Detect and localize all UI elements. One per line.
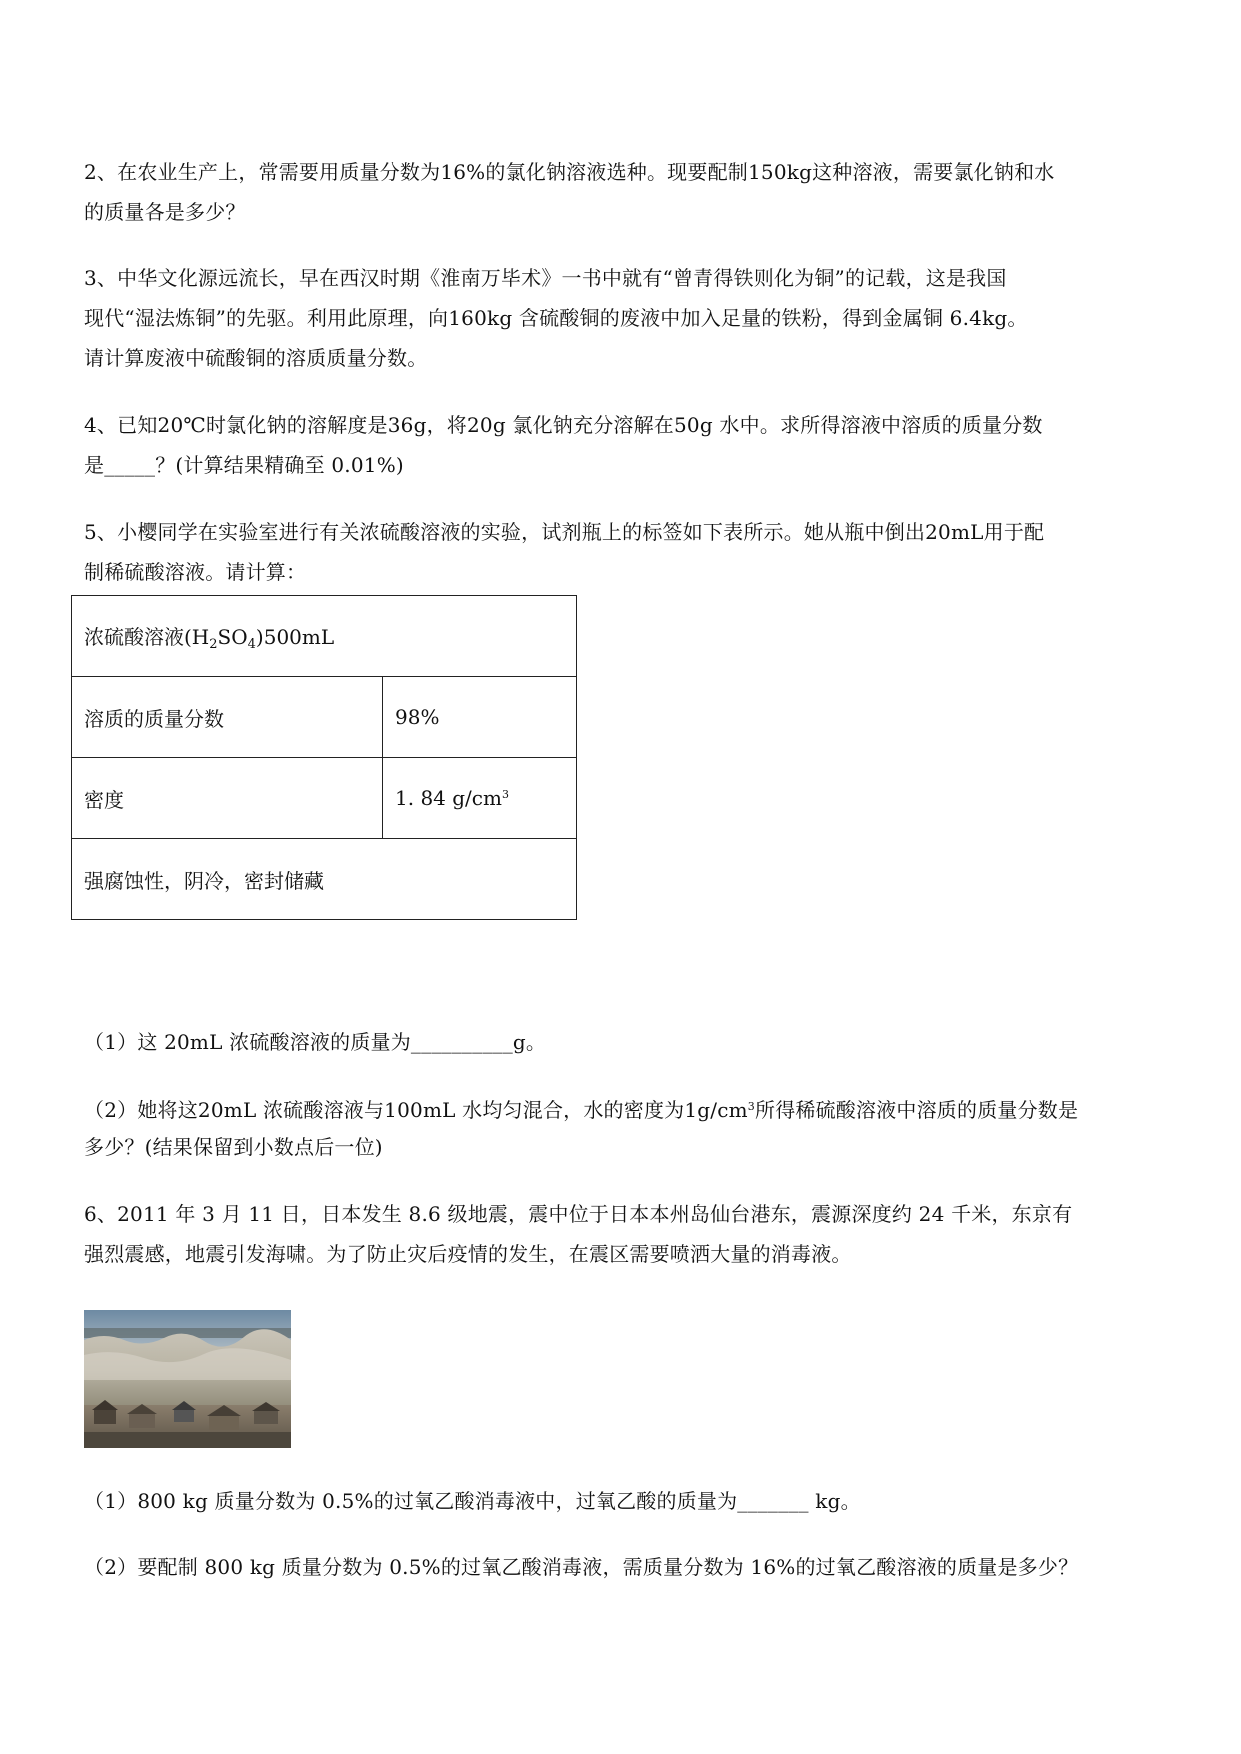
mass-fraction-label-cell: 溶质的质量分数	[72, 677, 383, 758]
reagent-label-table	[71, 595, 577, 920]
q6-part-1: （1）800 kg 质量分数为 0.5%的过氧乙酸消毒液中，过氧乙酸的质量为_______ kg。	[84, 1489, 861, 1513]
q3-text-line-1: 3、中华文化源远流长，早在西汉时期《淮南万毕术》一书中就有“曾青得铁则化为铜”的记载，这是我国	[84, 266, 1007, 290]
density-label-cell: 密度	[72, 758, 383, 839]
q4-text-line-1: 4、已知20℃时氯化钠的溶解度是36g，将20g 氯化钠充分溶解在50g 水中。求所得溶液中溶质的质量分数	[84, 413, 1043, 437]
q5-part-1: （1）这 20mL 浓硫酸溶液的质量为__________g。	[84, 1030, 547, 1054]
q3-text-line-2: 现代“湿法炼铜”的先驱。利用此原理，向160kg 含硫酸铜的废液中加入足量的铁粉，得到金属铜 6.4kg。	[84, 306, 1028, 330]
q5-text-line-2: 制稀硫酸溶液。请计算：	[84, 560, 307, 584]
table-row	[72, 839, 577, 920]
q2-text-line-1: 2、在农业生产上，常需要用质量分数为16%的氯化钠溶液选种。现要配制150kg这种溶液，需要氯化钠和水	[84, 160, 1055, 184]
tsunami-photo	[84, 1310, 291, 1448]
q3-text-line-3: 请计算废液中硫酸铜的溶质质量分数。	[84, 346, 428, 370]
q6-text-line-1: 6、2011 年 3 月 11 日，日本发生 8.6 级地震，震中位于日本本州岛仙台港东，震源深度约 24 千米，东京有	[84, 1202, 1073, 1226]
table-row	[72, 596, 577, 677]
q5-part-2-line-2: 多少？(结果保留到小数点后一位)	[84, 1135, 383, 1159]
q6-part-2: （2）要配制 800 kg 质量分数为 0.5%的过氧乙酸消毒液，需质量分数为 16%的过氧乙酸溶液的质量是多少？	[84, 1555, 1079, 1579]
reagent-title-cell: 浓硫酸溶液$(H_2SO_4)500mL$	[72, 596, 577, 677]
q6-text-line-2: 强烈震感，地震引发海啸。为了防止灾后疫情的发生，在震区需要喷洒大量的消毒液。	[84, 1242, 852, 1266]
density-value-cell: 1. 84 $g/cm^3$	[383, 758, 577, 839]
table-row	[72, 758, 577, 839]
storage-note-cell: 强腐蚀性，阴冷，密封储藏	[72, 839, 577, 920]
q5-text-line-1: 5、小樱同学在实验室进行有关浓硫酸溶液的实验，试剂瓶上的标签如下表所示。她从瓶中倒出20mL用于配	[84, 520, 1045, 544]
table-row	[72, 677, 577, 758]
mass-fraction-value-cell: 98%	[383, 677, 577, 758]
q5-part-2-line-1: （2）她将这20mL 浓硫酸溶液与100mL 水均匀混合，水的密度为$1g/cm^3$所得稀硫酸溶液中溶质的质量分数是	[84, 1098, 1079, 1122]
q4-text-line-2: 是_____？(计算结果精确至 0.01%)	[84, 453, 404, 477]
q2-text-line-2: 的质量各是多少？	[84, 200, 246, 224]
